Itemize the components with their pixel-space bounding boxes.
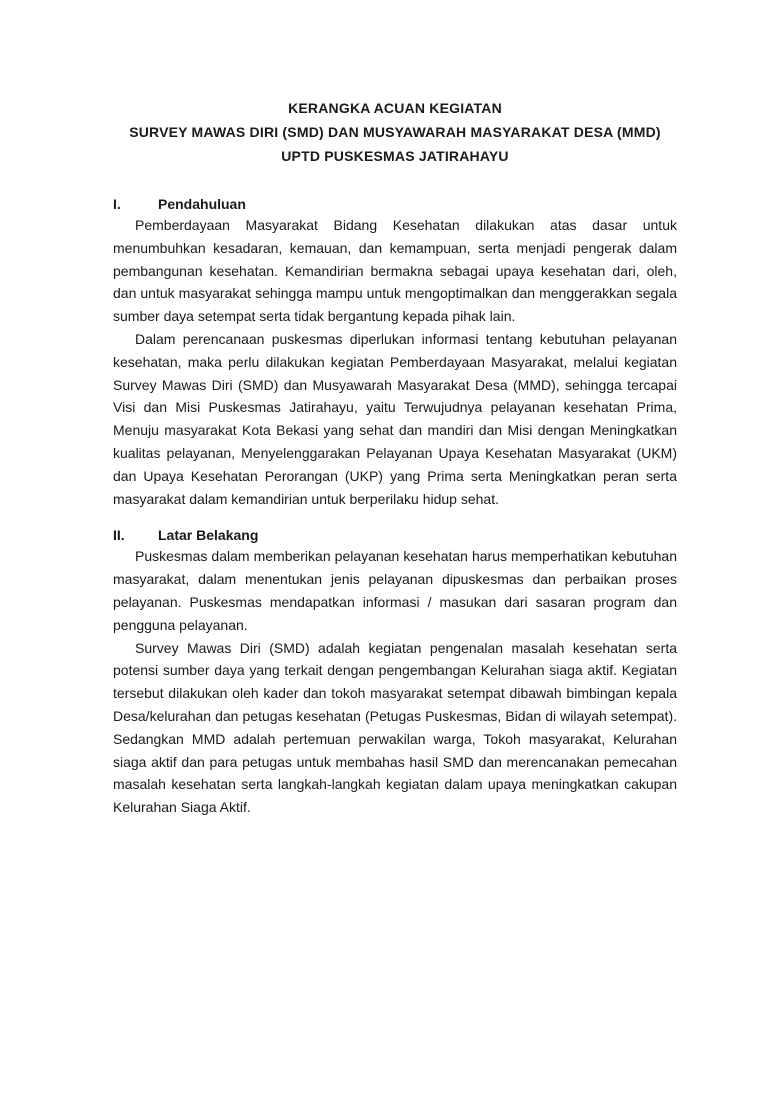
document-page [0, 96, 768, 1120]
paragraph: Dalam perencanaan puskesmas diperlukan informasi tentang kebutuhan pelayanan kesehatan, maka perlu dilakukan kegiatan Pemberdayaan Masyarakat, melalui kegiatan Survey Mawas Diri (SMD) dan Musyawarah Masyarakat Desa (MMD), sehingga tercapai Visi dan Misi Puskesmas Jatirahayu, yaitu Terwujudnya pelayanan kesehatan Prima, Menuju masyarakat Kota Bekasi yang sehat dan mandiri dan Misi dengan Meningkatkan kualitas pelayanan, Menyelenggarakan Pelayanan Upaya Kesehatan Masyarakat (UKM) dan Upaya Kesehatan Perorangan (UKP) yang Prima serta Meningkatkan peran serta masyarakat dalam kemandirian untuk berperilaku hidup sehat. [113, 330, 677, 507]
paragraph: Puskesmas dalam memberikan pelayanan kesehatan harus memperhatikan kebutuhan masyarakat, dalam menentukan jenis pelayanan dipuskesmas dan perbaikan proses pelayanan. Puskesmas mendapatkan informasi / masukan dari sasaran program dan pengguna pelayanan. [113, 548, 677, 633]
section-heading-latar-belakang [113, 525, 677, 545]
title-line-2: SURVEY MAWAS DIRI (SMD) DAN MUSYAWARAH MASYARAKAT DESA (MMD) [129, 124, 661, 140]
section-number: II. [113, 527, 125, 544]
section-title: Latar Belakang [158, 527, 259, 544]
title-line-3: UPTD PUSKESMAS JATIRAHAYU [281, 148, 509, 164]
title-line-1: KERANGKA ACUAN KEGIATAN [288, 100, 502, 116]
document-header [113, 96, 677, 168]
paragraph: Pemberdayaan Masyarakat Bidang Kesehatan dilakukan atas dasar untuk menumbuhkan kesadaran, kemauan, dan kemampuan, serta menjadi pengerak dalam pembangunan kesehatan. Kemandirian bermakna sebagai upaya kesehatan dari, oleh, dan untuk masyarakat sehingga mampu untuk mengoptimalkan dan menggerakkan segala sumber daya setempat serta tidak bergantung kepada pihak lain. [113, 217, 677, 325]
section-title: Pendahuluan [158, 196, 246, 212]
section-heading-pendahuluan [113, 194, 677, 214]
section-number: I. [113, 196, 121, 212]
paragraph: Survey Mawas Diri (SMD) adalah kegiatan pengenalan masalah kesehatan serta potensi sumber daya yang terkait dengan pengembangan Kelurahan siaga aktif. Kegiatan tersebut dilakukan oleh kader dan tokoh masyarakat setempat dibawah bimbingan kepala Desa/kelurahan dan petugas kesehatan (Petugas Puskesmas, Bidan di wilayah setempat). Sedangkan MMD adalah pertemuan perwakilan warga, Tokoh masyarakat, Kelurahan siaga aktif dan para petugas untuk membahas hasil SMD dan merencanakan pemecahan masalah kesehatan serta langkah-langkah kegiatan dalam upaya meningkatkan cakupan Kelurahan Siaga Aktif. [113, 639, 677, 816]
